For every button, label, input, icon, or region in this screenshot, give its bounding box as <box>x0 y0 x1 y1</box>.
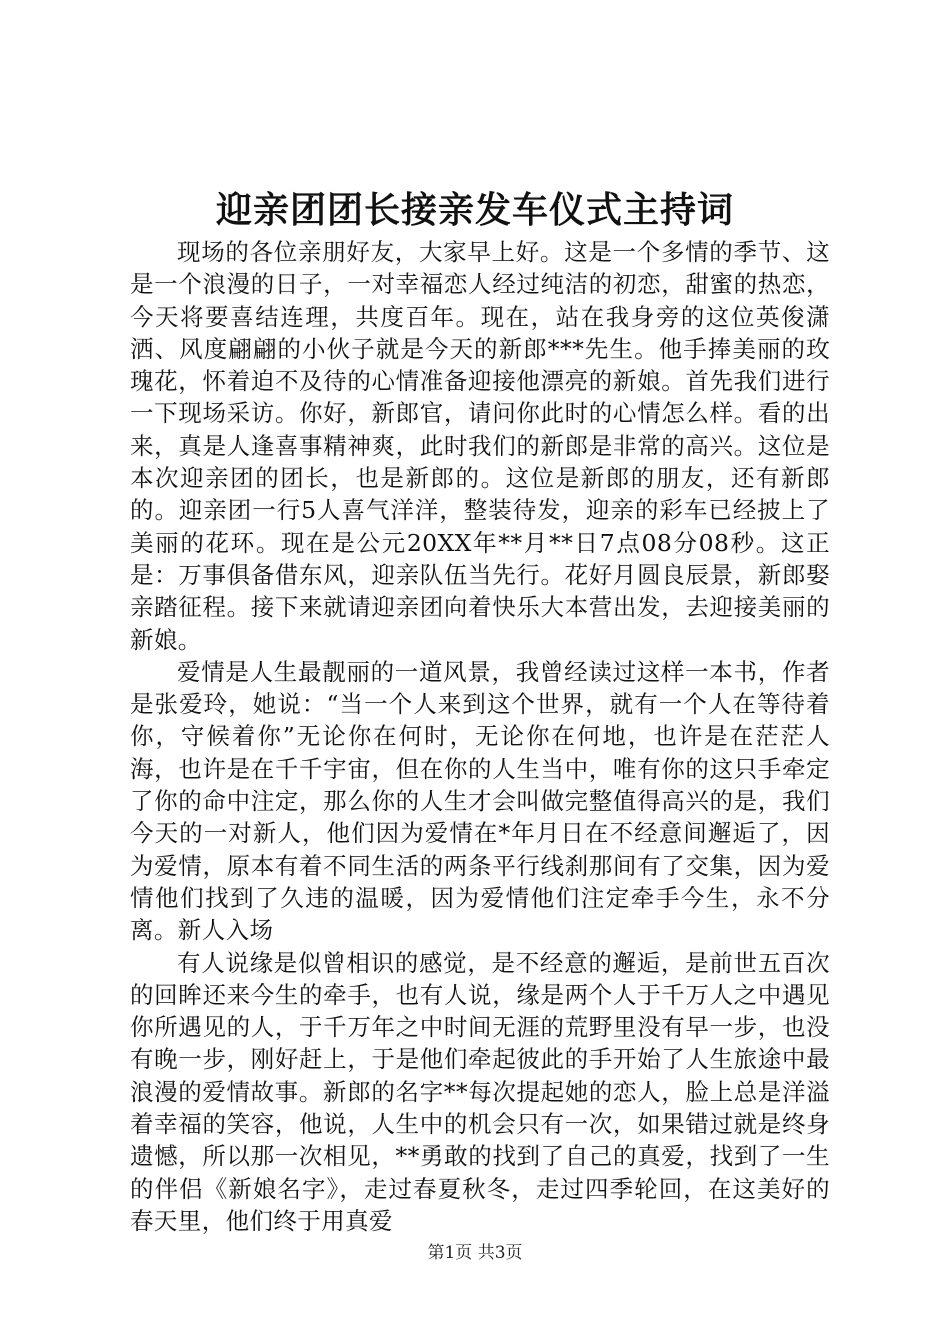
paragraph-1: 现场的各位亲朋好友，大家早上好。这是一个多情的季节、这是一个浪漫的日子，一对幸福恋人经过纯洁的初恋，甜蜜的热恋，今天将要喜结连理，共度百年。现在，站在我身旁的这位英俊潇洒、风度翩翩的小伙子就是今天的新郎***先生。他手捧美丽的玫瑰花，怀着迫不及待的心情准备迎接他漂亮的新娘。首先我们进行一下现场采访。你好，新郎官，请问你此时的心情怎么样。看的出来，真是人逢喜事精神爽，此时我们的新郎是非常的高兴。这位是本次迎亲团的团长，也是新郎的。这位是新郎的朋友，还有新郎的。迎亲团一行5人喜气洋洋，整装待发，迎亲的彩车已经披上了美丽的花环。现在是公元20XX年**月**日7点08分08秒。这正是：万事俱备借东风，迎亲队伍当先行。花好月圆良辰景，新郎娶亲踏征程。接下来就请迎亲团向着快乐大本营出发，去迎接美丽的新娘。 <box>130 238 830 654</box>
page-number-footer: 第1页 共3页 <box>427 1243 523 1263</box>
paragraph-2: 爱情是人生最靓丽的一道风景，我曾经读过这样一本书，作者是张爱玲，她说：“当一个人来到这个世界，就有一个人在等待着你，守候着你”无论你在何时，无论你在何地，也许是在茫茫人海，也许是在千千宇宙，但在你的人生当中，唯有你的这只手牵定了你的命中注定，那么你的人生才会叫做完整值得高兴的是，我们今天的一对新人，他们因为爱情在*年月日在不经意间邂逅了，因为爱情，原本有着不同生活的两条平行线刹那间有了交集，因为爱情他们找到了久违的温暖，因为爱情他们注定牵手今生，永不分离。新人入场 <box>130 657 830 945</box>
document-title: 迎亲团团长接亲发车仪式主持词 <box>215 189 734 231</box>
paragraph-3: 有人说缘是似曾相识的感觉，是不经意的邂逅，是前世五百次的回眸还来今生的牵手，也有人说，缘是两个人于千万人之中遇见你所遇见的人，于千万年之中时间无涯的荒野里没有早一步，也没有晚一步，刚好赶上，于是他们牵起彼此的手开始了人生旅途中最浪漫的爱情故事。新郎的名字**每次提起她的恋人，脸上总是洋溢着幸福的笑容，他说，人生中的机会只有一次，如果错过就是终身遗憾，所以那一次相见，**勇敢的找到了自己的真爱，找到了一生的伴侣《新娘名字》，走过春夏秋冬，走过四季轮回，在这美好的春天里，他们终于用真爱 <box>130 948 830 1235</box>
document-body <box>130 236 830 1237</box>
